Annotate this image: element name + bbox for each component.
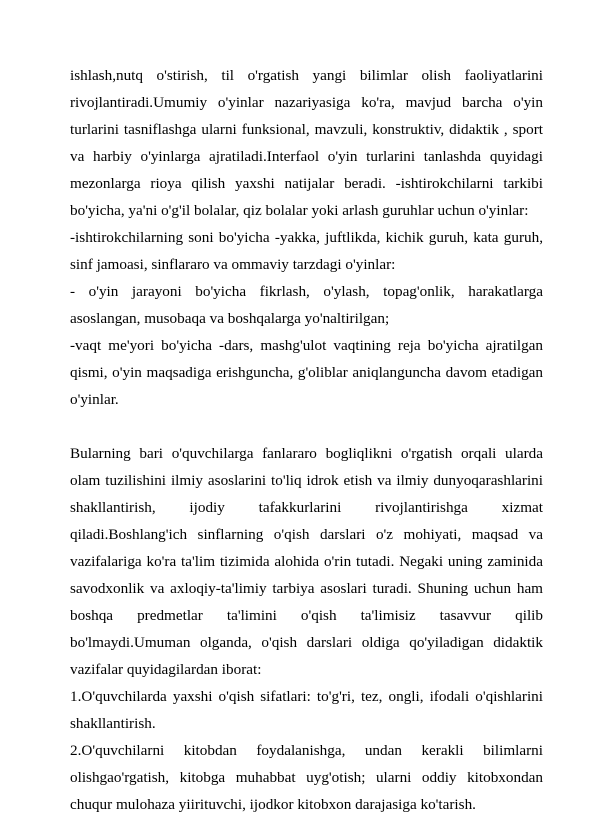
paragraph: -ishtirokchilarning soni bo'yicha -yakka, juftlikda, kichik guruh, kata guruh, sinf jamoasi, sinflararo va ommaviy tarzdagi o'yinlar:	[70, 229, 543, 273]
paragraph: Bularning bari o'quvchilarga fanlararo bogliqlikni o'rgatish orqali ularda olam tuzilishini ilmiy asoslarini to'liq idrok etish va ilmiy dunyoqarashlarini shakllantirish, ijodiy tafakkurlarini rivojlantirishga xizmat qiladi.Boshlang'ich sinflarning o'qish darslari o'z mohiyati, maqsad va vazifalariga ko'ra ta'lim tizimida alohida o'rin tutadi. Negaki uning zaminida savodxonlik va axloqiy-ta'limiy tarbiya asoslari turadi. Shuning uchun ham boshqa predmetlar ta'limini o'qish ta'limisiz tasavvur qilib bo'lmaydi.Umuman olganda, o'qish darslari oldiga qo'yiladigan didaktik vazifalar quyidagilardan iborat:	[70, 445, 543, 678]
paragraph: ishlash,nutq o'stirish, til o'rgatish yangi bilimlar olish faoliyatlarini rivojlantiradi.Umumiy o'yinlar nazariyasiga ko'ra, mavjud barcha o'yin turlarini tasniflashga ularni funksional, mavzuli, konstruktiv, didaktik , sport va harbiy o'yinlarga ajratiladi.Interfaol o'yin turlarini tanlashda quyidagi mezonlarga rioya qilish yaxshi natijalar beradi. -ishtirokchilarni tarkibi bo'yicha, ya'ni o'g'il bolalar, qiz bolalar yoki arlash guruhlar uchun o'yinlar:	[70, 67, 543, 219]
paragraph: 2.O'quvchilarni kitobdan foydalanishga, undan kerakli bilimlarni olishgao'rgatish, kitobga muhabbat uyg'otish; ularni oddiy kitobxondan chuqur mulohaza yiirituvchi, ijodkor kitobxon darajasiga ko'tarish.	[70, 742, 543, 813]
paragraph: - o'yin jarayoni bo'yicha fikrlash, o'ylash, topag'onlik, harakatlarga asoslangan, musobaqa va boshqalarga yo'naltirilgan;	[70, 283, 543, 327]
paragraph: -vaqt me'yori bo'yicha -dars, mashg'ulot vaqtining reja bo'yicha ajratilgan qismi, o'yin maqsadiga erishguncha, g'oliblar aniqlanguncha davom etadigan o'yinlar.	[70, 337, 543, 408]
paragraph: 1.O'quvchilarda yaxshi o'qish sifatlari: to'g'ri, tez, ongli, ifodali o'qishlarini shakllantirish.	[70, 688, 543, 732]
document-text-body	[70, 62, 543, 818]
